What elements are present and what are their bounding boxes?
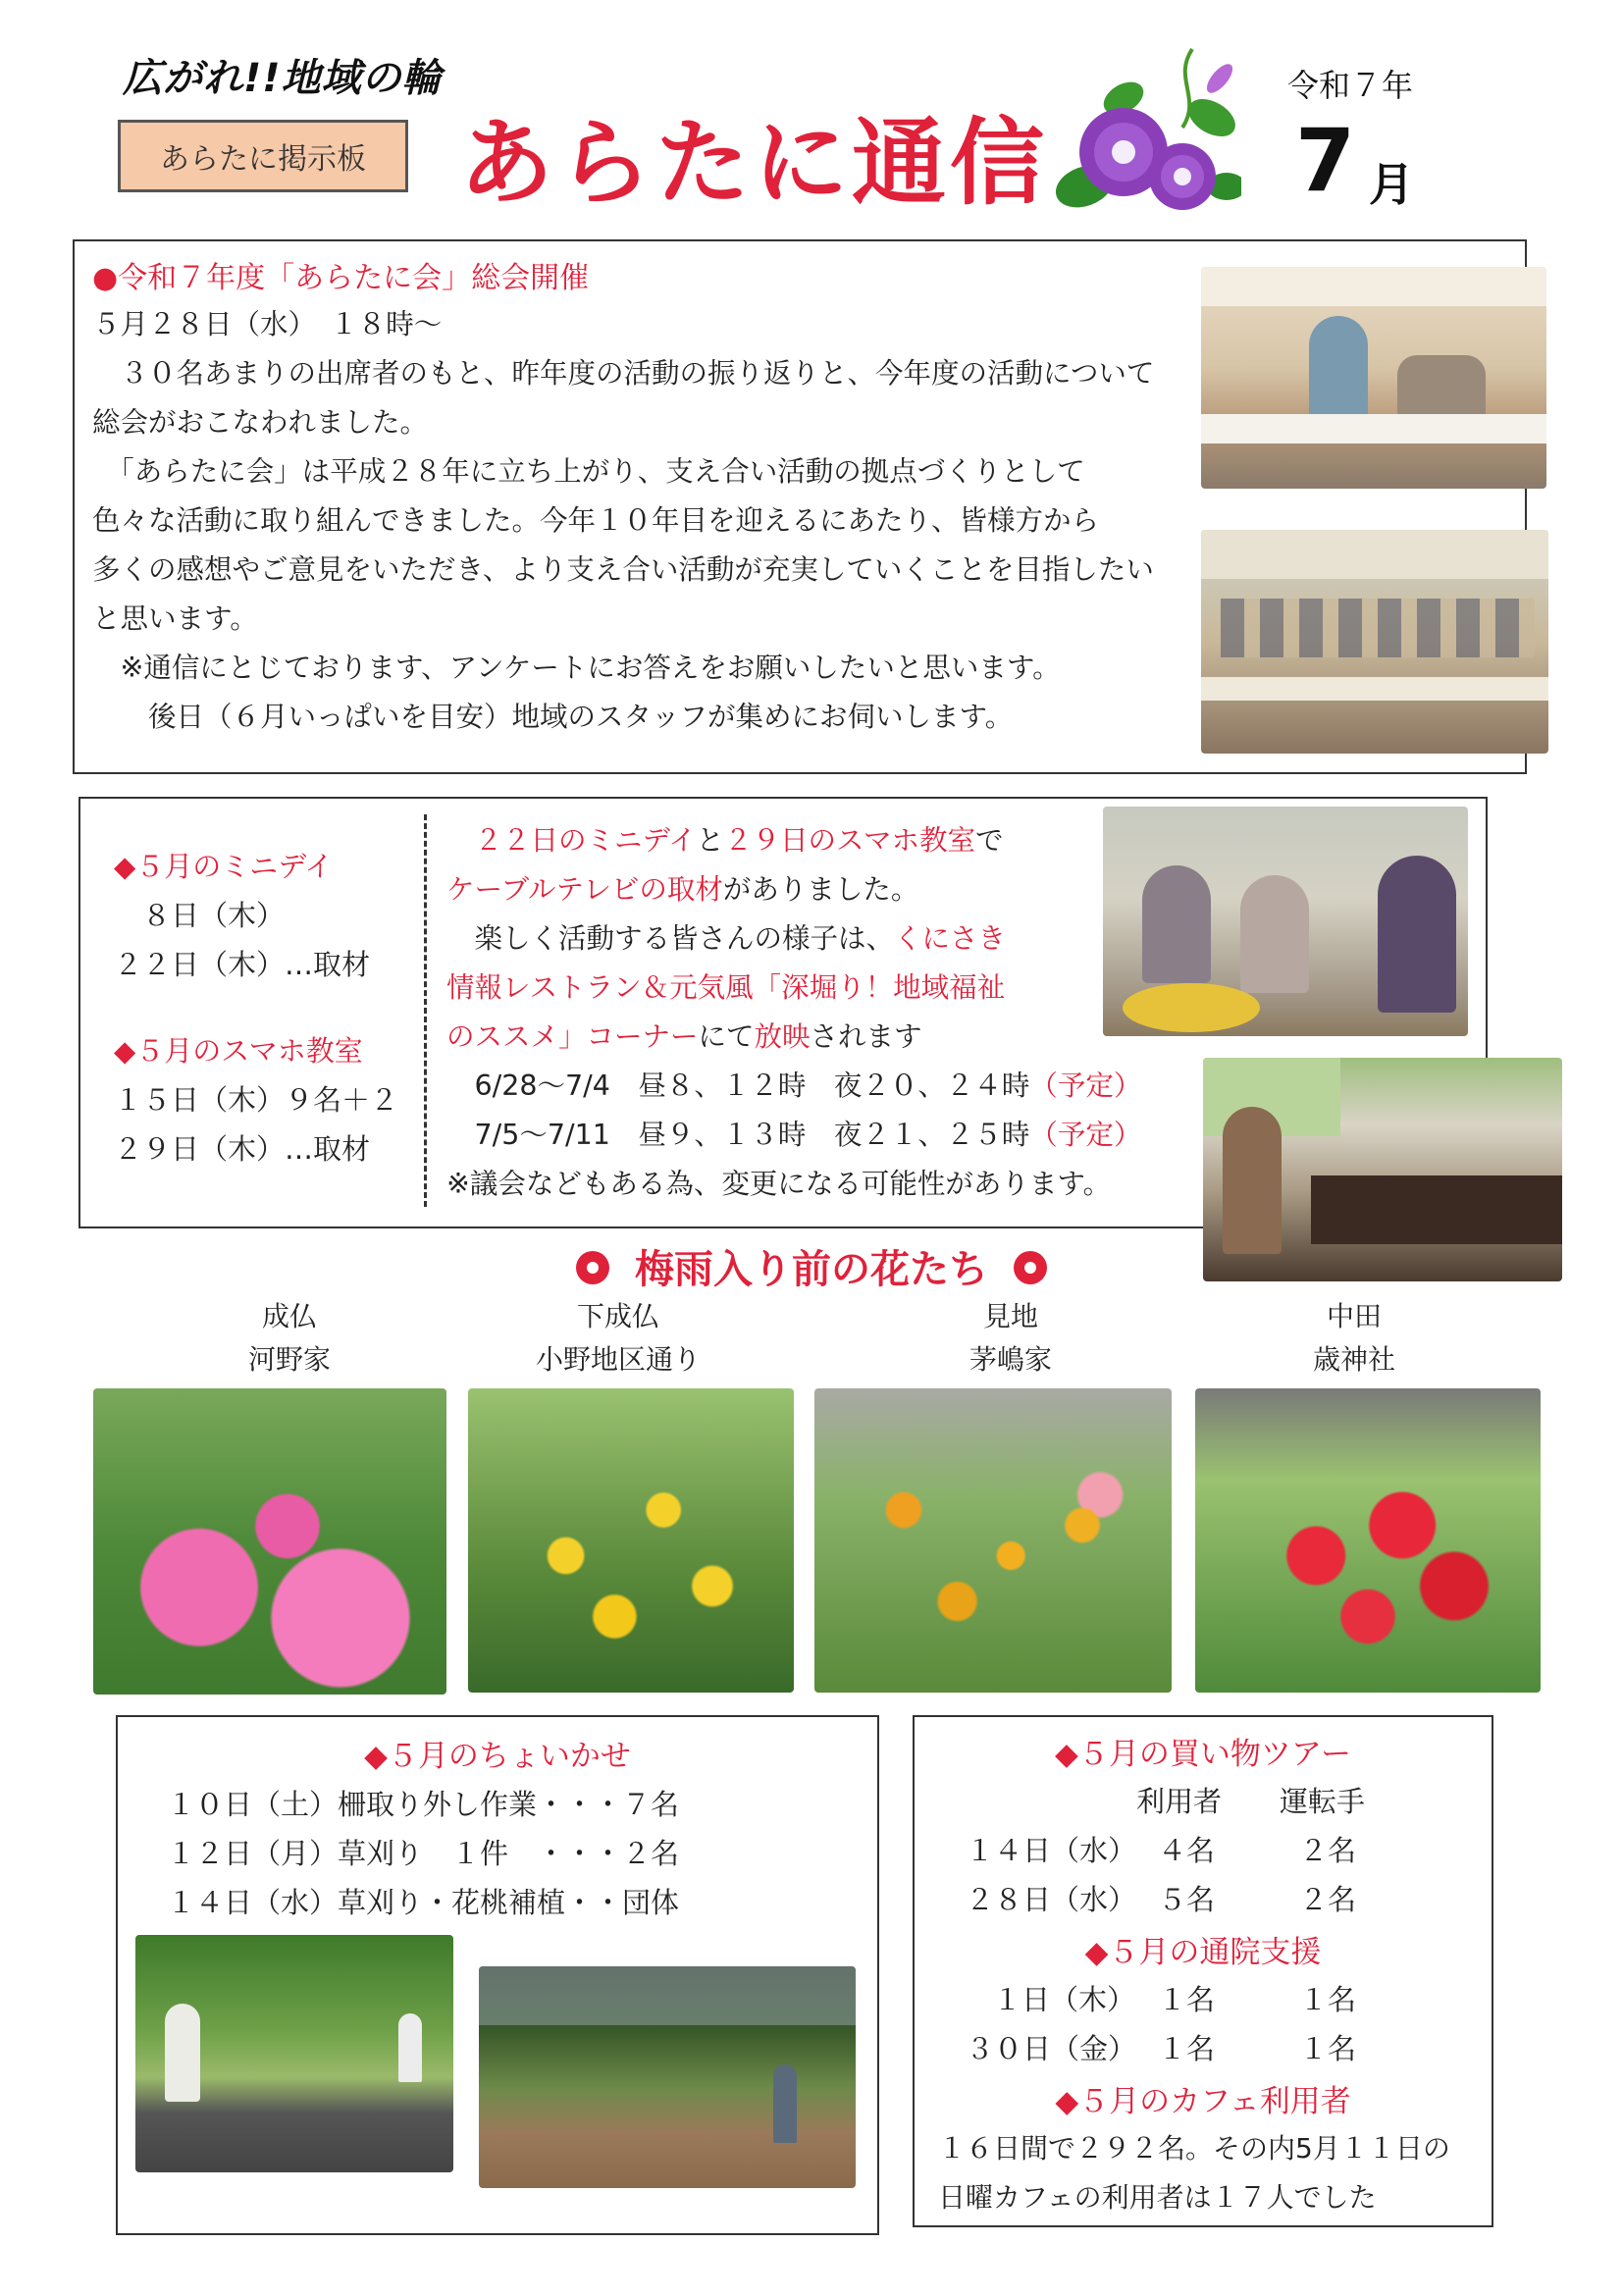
flower-caption — [128, 1295, 451, 1382]
slogan: 広がれ!!地域の輪 — [123, 56, 443, 101]
flower-caption — [456, 1295, 780, 1382]
meeting-photo-2 — [1201, 530, 1548, 754]
column-header-users: 利用者 — [1136, 1785, 1223, 1818]
general-meeting-title: ●令和７年度「あらたに会」総会開催 — [92, 261, 590, 295]
column-header-drivers: 運転手 — [1280, 1785, 1366, 1818]
plum-blossom-icon — [1014, 1251, 1047, 1284]
caption-place: 河野家 — [247, 1343, 331, 1376]
notice-text: ケーブルテレビの取材 — [446, 873, 723, 906]
notice-text: ２２日のミニデイ — [474, 824, 697, 857]
broadcast-schedule: 7/5～7/11 昼９、１３時 夜２１、２５時 — [446, 1119, 1030, 1151]
cable-tv-notice — [446, 816, 1141, 1209]
notice-text: 情報レストラン＆元気風「深堀り！地域福祉 — [446, 971, 1006, 1004]
body-line: ※通信にとじております、アンケートにお答えをお願いしたいと思います。 — [92, 652, 1061, 684]
flower-section-title — [0, 1238, 1623, 1294]
shopping-drivers: ２名 — [1299, 1883, 1357, 1916]
caption-place: 歳神社 — [1312, 1343, 1395, 1376]
schedule-note: （予定） — [1029, 1070, 1142, 1102]
caption-place: 茅嶋家 — [969, 1343, 1052, 1376]
list-item: １４日（水）草刈り・花桃補植・・団体 — [167, 1886, 680, 1919]
body-line: 「あらたに会」は平成２８年に立ち上がり、支え合い活動の拠点づくりとして — [92, 455, 1085, 488]
meeting-photo-1 — [1201, 267, 1546, 489]
body-line: と思います。 — [92, 602, 258, 635]
notice-text: のススメ」コーナー — [446, 1020, 699, 1053]
caption-place: 小野地区通り — [535, 1343, 701, 1376]
body-line: 総会がおこなわれました。 — [92, 406, 429, 439]
body-line: 色々な活動に取り組んできました。今年１０年目を迎えるにあたり、皆様方から — [92, 504, 1100, 537]
board-label: あらたに掲示板 — [118, 120, 408, 192]
notice-text: がありました。 — [722, 873, 919, 906]
list-item: １２日（月）草刈り １件 ・・・２名 — [167, 1837, 680, 1870]
notice-text: くにさき — [894, 922, 1007, 955]
shopping-date: １４日（水） — [966, 1834, 1137, 1867]
dashed-divider — [424, 814, 427, 1207]
support-stats-section — [913, 1715, 1493, 2227]
miniday-item: ８日（木） — [114, 899, 286, 932]
cooking-photo — [1103, 807, 1468, 1036]
cafe-summary: １６日間で２９２名。その内5月１１日の — [938, 2132, 1450, 2165]
miniday-title: ◆５月のミニデイ — [114, 850, 334, 883]
flower-caption — [1192, 1295, 1516, 1382]
shopping-date: ２８日（水） — [966, 1883, 1137, 1916]
hospital-users: １名 — [1158, 2032, 1216, 2065]
cafe-title: ◆５月のカフェ利用者 — [1055, 2084, 1351, 2119]
plum-blossom-icon — [576, 1251, 609, 1284]
red-lily-photo — [1195, 1388, 1541, 1693]
page-title: あらたに通信 — [459, 108, 1048, 218]
morning-glory-illustration — [1045, 39, 1241, 216]
notice-text: と — [696, 824, 725, 857]
miniday-item: ２２日（木）…取材 — [114, 948, 371, 981]
body-line: ５月２８日（水） １８時～ — [92, 308, 443, 340]
smartphone-class-title: ◆５月のスマホ教室 — [114, 1034, 363, 1068]
body-line: ３０名あまりの出席者のもと、昨年度の活動の振り返りと、今年度の活動について — [92, 357, 1155, 390]
caption-area: 中田 — [1326, 1300, 1382, 1332]
hospital-drivers: １名 — [1299, 1983, 1357, 2016]
grass-cutting-photo — [135, 1935, 453, 2172]
notice-text: ２９日のスマホ教室 — [724, 824, 975, 857]
hospital-users: １名 — [1158, 1983, 1216, 2016]
orange-flower-photo — [814, 1388, 1172, 1693]
notice-text: されます — [810, 1020, 922, 1053]
smartphone-class-item: １５日（木）９名＋２ — [114, 1083, 399, 1117]
choikase-list — [167, 1780, 679, 1927]
shopping-users: ５名 — [1158, 1883, 1216, 1916]
month-suffix: 月 — [1369, 158, 1414, 211]
month-number: 7 — [1295, 110, 1356, 211]
notice-text: 放映 — [754, 1020, 811, 1053]
body-line: 後日（６月いっぱいを目安）地域のスタッフが集めにお伺いします。 — [92, 701, 1014, 733]
list-item: １０日（土）柵取り外し作業・・・７名 — [167, 1788, 680, 1821]
caption-area: 成仏 — [261, 1300, 317, 1332]
body-line: 多くの感想やご意見をいただき、より支え合い活動が充実していくことを目指したい — [92, 553, 1154, 586]
notice-text: にて — [698, 1020, 755, 1053]
hospital-date: １日（木） — [993, 1983, 1136, 2016]
hospital-support-title: ◆５月の通院支援 — [1084, 1935, 1322, 1970]
shopping-tour-title: ◆５月の買い物ツアー — [1055, 1737, 1351, 1772]
yellow-flower-photo — [468, 1388, 794, 1693]
notice-text: 楽しく活動する皆さんの様子は、 — [446, 922, 895, 955]
flower-title-text: 梅雨入り前の花たち — [635, 1247, 988, 1292]
peach-tree-planting-photo — [479, 1966, 856, 2188]
schedule-disclaimer: ※議会などもある為、変更になる可能性があります。 — [446, 1168, 1112, 1200]
broadcast-schedule: 6/28～7/4 昼８、１２時 夜２０、２４時 — [446, 1070, 1030, 1102]
hospital-drivers: １名 — [1299, 2032, 1357, 2065]
smartphone-class-item: ２９日（木）…取材 — [114, 1132, 371, 1166]
cafe-summary: 日曜カフェの利用者は１７人でした — [938, 2181, 1377, 2214]
hospital-date: ３０日（金） — [966, 2032, 1137, 2065]
schedule-note: （予定） — [1029, 1119, 1142, 1151]
choikase-title: ◆５月のちょいかせ — [364, 1739, 631, 1774]
general-meeting-body — [92, 300, 1250, 742]
azalea-photo — [93, 1388, 446, 1695]
notice-text: で — [974, 824, 1004, 857]
shopping-drivers: ２名 — [1299, 1834, 1357, 1867]
caption-area: 下成仏 — [576, 1300, 659, 1332]
shopping-users: ４名 — [1158, 1834, 1216, 1867]
era-label: 令和７年 — [1287, 67, 1414, 104]
flower-caption — [849, 1295, 1173, 1382]
activity-list — [114, 842, 398, 1174]
caption-area: 見地 — [982, 1300, 1038, 1332]
